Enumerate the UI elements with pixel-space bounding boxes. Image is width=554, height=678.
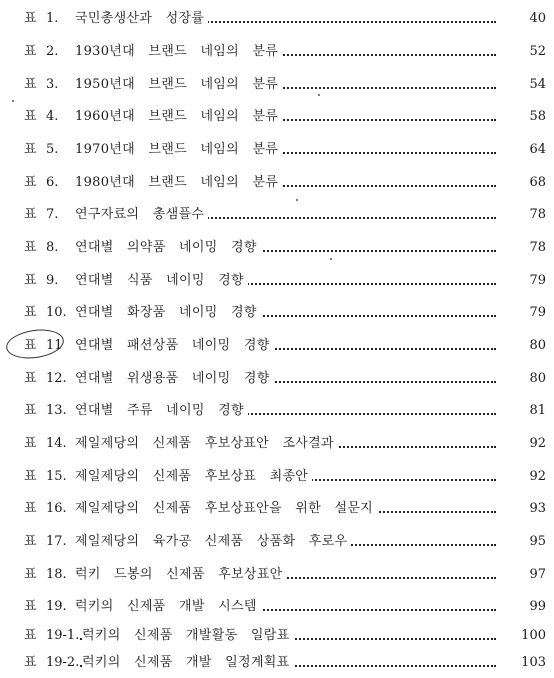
toc-entry-page: 93 — [525, 498, 546, 520]
toc-entry-number: 1. — [46, 11, 59, 26]
toc-entry — [0, 368, 554, 390]
toc-entry-number: 5. — [46, 142, 59, 157]
toc-entry-page: 92 — [525, 466, 546, 488]
toc-entry-number: 10. — [46, 305, 67, 320]
toc-entry-label: 표 — [24, 599, 38, 614]
toc-entry-label: 표 — [24, 240, 38, 255]
toc-entry-number: 3. — [46, 77, 59, 92]
toc-entry-page: 78 — [525, 204, 546, 226]
toc-entry-page: 103 — [517, 652, 546, 674]
toc-entry-title: 제일제당의 신제품 후보상표안을 위한 설문지 — [75, 498, 377, 520]
toc-entry-title: 1960년대 브랜드 네임의 분류 — [75, 106, 282, 128]
toc-entry — [0, 41, 554, 63]
toc-entry — [0, 652, 554, 674]
toc-entry — [0, 433, 554, 455]
toc-entry-number: 19-2. — [46, 655, 80, 670]
scan-speck — [330, 258, 332, 260]
toc-entry-title: 제일제당의 육가공 신제품 상품화 후로우 — [75, 531, 351, 553]
toc-entry — [0, 596, 554, 618]
toc-entry-label: 표 — [24, 469, 38, 484]
toc-entry-title: 1950년대 브랜드 네임의 분류 — [75, 74, 282, 96]
toc-entry-title: 국민총생산과 성장률 — [75, 8, 208, 30]
toc-entry-number: 4. — [46, 109, 59, 124]
toc-entry-label: 표 — [24, 567, 38, 582]
toc-entry-page: 79 — [525, 302, 546, 324]
toc-entry-title: 제일제당의 신제품 후보상표안 조사결과 — [75, 433, 338, 455]
toc-entry-page: 100 — [517, 625, 546, 647]
toc-entry-page: 92 — [525, 433, 546, 455]
toc-entry — [0, 531, 554, 553]
toc-entry-title: 1980년대 브랜드 네임의 분류 — [75, 172, 282, 194]
toc-entry-number: 19. — [46, 599, 67, 614]
toc-entry — [0, 270, 554, 292]
toc-entry-label: 표 — [24, 338, 38, 353]
toc-entry-number: 6. — [46, 175, 59, 190]
toc-entry-label: 표 — [24, 501, 38, 516]
toc-entry-label: 표 — [24, 207, 38, 222]
toc-entry-page: 78 — [525, 237, 546, 259]
toc-entry-page: 79 — [525, 270, 546, 292]
toc-entry-number: 8. — [46, 240, 59, 255]
scan-speck — [12, 100, 14, 102]
toc-entry-page: 81 — [525, 400, 546, 422]
toc-entry — [0, 335, 554, 357]
toc-entry — [0, 237, 554, 259]
toc-entry-label: 표 — [24, 11, 38, 26]
toc-entry — [0, 204, 554, 226]
toc-entry-title: 연구자료의 총샘플수 — [75, 204, 208, 226]
toc-entry-label: 표 — [24, 305, 38, 320]
toc-entry-title: 제일제당의 신제품 후보상표 최종안 — [75, 466, 312, 488]
toc-entry-label: 표 — [24, 628, 38, 643]
toc-entry-number: 2. — [46, 44, 59, 59]
toc-entry-title: 연대별 패션상품 네이밍 경향 — [75, 335, 274, 357]
toc-entry-number: 19-1. — [46, 628, 80, 643]
toc-entry — [0, 625, 554, 647]
toc-entry-page: 99 — [525, 596, 546, 618]
toc-entry — [0, 564, 554, 586]
toc-entry-title: 럭키의 신제품 개발 일정계획표 — [82, 652, 293, 674]
toc-entry-title: 연대별 주류 네이밍 경향 — [75, 400, 248, 422]
toc-entry — [0, 172, 554, 194]
toc-entry-number: 7. — [46, 207, 59, 222]
toc-entry-number: 15. — [46, 469, 67, 484]
toc-entry — [0, 498, 554, 520]
toc-entry — [0, 302, 554, 324]
toc-entry-page: 80 — [525, 368, 546, 390]
toc-entry-label: 표 — [24, 175, 38, 190]
toc-entry-label: 표 — [24, 273, 38, 288]
toc-entry-label: 표 — [24, 142, 38, 157]
toc-entry-page: 95 — [525, 531, 546, 553]
toc-entry-page: 58 — [525, 106, 546, 128]
toc-entry-label: 표 — [24, 77, 38, 92]
toc-entry-label: 표 — [24, 655, 38, 670]
toc-entry-label: 표 — [24, 436, 38, 451]
toc-entry-title: 럭키 드봉의 신제품 후보상표안 — [75, 564, 286, 586]
toc-entry-page: 68 — [525, 172, 546, 194]
toc-entry-page: 52 — [525, 41, 546, 63]
toc-entry — [0, 466, 554, 488]
toc-entry-page: 80 — [525, 335, 546, 357]
toc-entry-page: 64 — [525, 139, 546, 161]
toc-entry-number: 13. — [46, 403, 67, 418]
toc-entry-number: 17. — [46, 534, 67, 549]
toc-entry-number: 14. — [46, 436, 67, 451]
toc-entry — [0, 139, 554, 161]
toc-entry-title: 럭키의 신제품 개발 시스템 — [75, 596, 261, 618]
toc-entry-number: 9. — [46, 273, 59, 288]
toc-entry-label: 표 — [24, 403, 38, 418]
toc-entry-page: 54 — [525, 74, 546, 96]
toc-entry-title: 1970년대 브랜드 네임의 분류 — [75, 139, 282, 161]
toc-entry-title: 연대별 위생용품 네이밍 경향 — [75, 368, 274, 390]
toc-entry-number: 18. — [46, 567, 67, 582]
scan-speck — [296, 199, 298, 201]
toc-entry-number: 11 — [46, 338, 63, 353]
toc-entry-number: 16. — [46, 501, 67, 516]
toc-entry-label: 표 — [24, 371, 38, 386]
toc-entry-title: 1930년대 브랜드 네임의 분류 — [75, 41, 282, 63]
toc-entry-page: 40 — [525, 8, 546, 30]
toc-entry-title: 연대별 의약품 네이밍 경향 — [75, 237, 261, 259]
toc-entry-title: 연대별 식품 네이밍 경향 — [75, 270, 248, 292]
toc-entry-label: 표 — [24, 534, 38, 549]
toc-entry-label: 표 — [24, 109, 38, 124]
toc-entry-title: 연대별 화장품 네이밍 경향 — [75, 302, 261, 324]
scan-speck — [318, 94, 320, 96]
toc-entry — [0, 400, 554, 422]
toc-entry — [0, 8, 554, 30]
toc-entry — [0, 74, 554, 96]
toc-entry-page: 97 — [525, 564, 546, 586]
toc-entry-number: 12. — [46, 371, 67, 386]
toc-entry-title: 럭키의 신제품 개발활동 일람표 — [82, 625, 293, 647]
toc-entry-label: 표 — [24, 44, 38, 59]
toc-entry — [0, 106, 554, 128]
